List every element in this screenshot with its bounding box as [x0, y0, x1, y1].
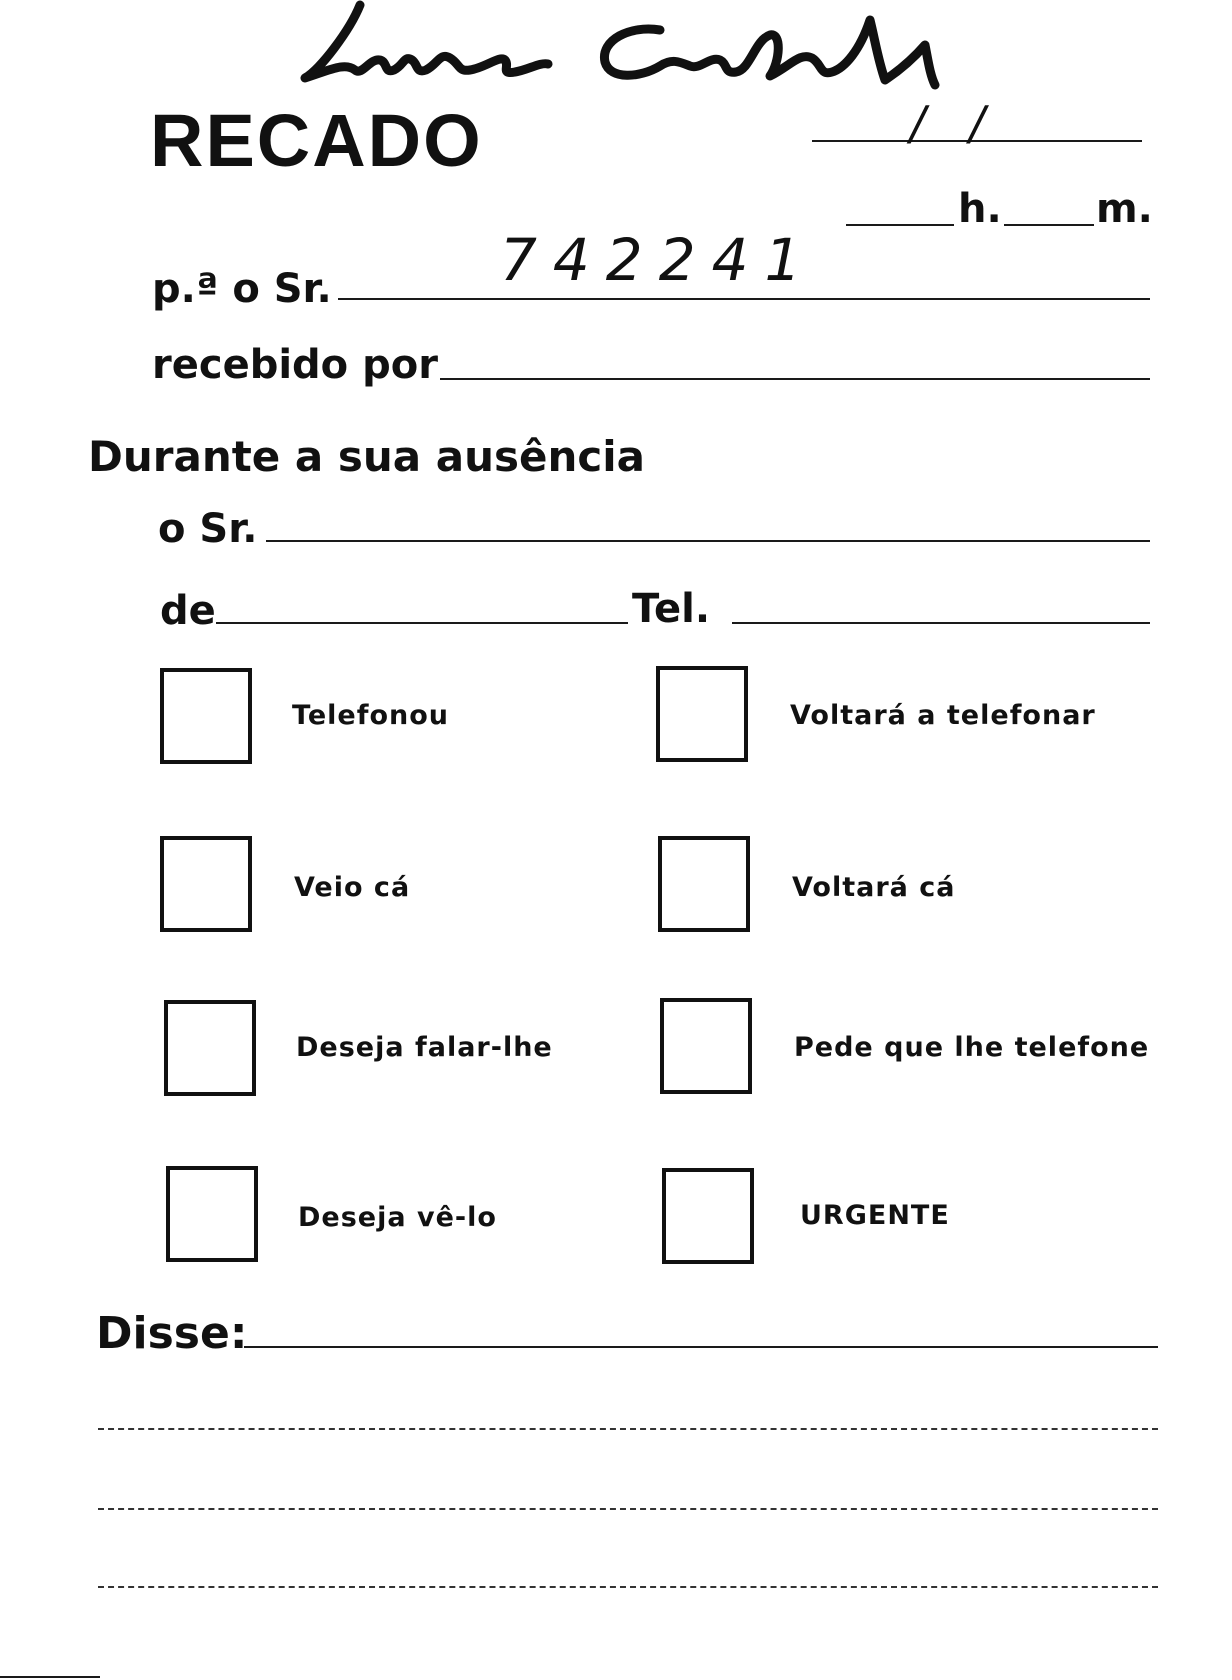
disse-line-1: [244, 1346, 1158, 1348]
label-deseja-falar: Deseja falar-lhe: [296, 1032, 553, 1063]
tel-line: [732, 622, 1150, 624]
recebido-line: [440, 378, 1150, 380]
checkbox-voltara-telefonar[interactable]: [656, 666, 748, 762]
hours-line: [846, 224, 954, 226]
checkbox-telefonou[interactable]: [160, 668, 252, 764]
para-value: 742241: [500, 226, 818, 294]
tel-label: Tel.: [632, 586, 711, 632]
signature: [300, 0, 1020, 110]
recebido-label: recebido por: [152, 342, 438, 388]
o-sr-label: o Sr.: [158, 506, 258, 552]
disse-line-4: [98, 1586, 1158, 1588]
hours-label: h.: [958, 186, 1002, 232]
de-label: de: [160, 588, 216, 634]
label-urgente: URGENTE: [800, 1200, 950, 1231]
label-telefonou: Telefonou: [292, 700, 449, 731]
disse-line-3: [98, 1508, 1158, 1510]
disse-label: Disse:: [96, 1308, 248, 1359]
checkbox-deseja-ve-lo[interactable]: [166, 1166, 258, 1262]
checkbox-veio-ca[interactable]: [160, 836, 252, 932]
o-sr-line: [266, 540, 1150, 542]
durante-heading: Durante a sua ausência: [88, 432, 645, 481]
label-pede-telefone: Pede que lhe telefone: [794, 1032, 1150, 1063]
disse-line-2: [98, 1428, 1158, 1430]
checkbox-pede-telefone[interactable]: [660, 998, 752, 1094]
de-line: [216, 622, 628, 624]
label-deseja-ve-lo: Deseja vê-lo: [298, 1202, 497, 1233]
checkbox-voltara-ca[interactable]: [658, 836, 750, 932]
minutes-line: [1004, 224, 1094, 226]
checkbox-deseja-falar[interactable]: [164, 1000, 256, 1096]
form-title: RECADO: [150, 99, 483, 182]
scan-mark: [0, 1676, 100, 1678]
checkbox-urgente[interactable]: [662, 1168, 754, 1264]
label-veio-ca: Veio cá: [294, 872, 411, 903]
para-label: p.ª o Sr.: [152, 266, 332, 312]
date-separator: / /: [910, 96, 985, 150]
label-voltara-ca: Voltará cá: [792, 872, 956, 903]
label-voltara-telefonar: Voltará a telefonar: [790, 700, 1096, 731]
minutes-label: m.: [1096, 186, 1153, 232]
para-line: [338, 298, 1150, 300]
